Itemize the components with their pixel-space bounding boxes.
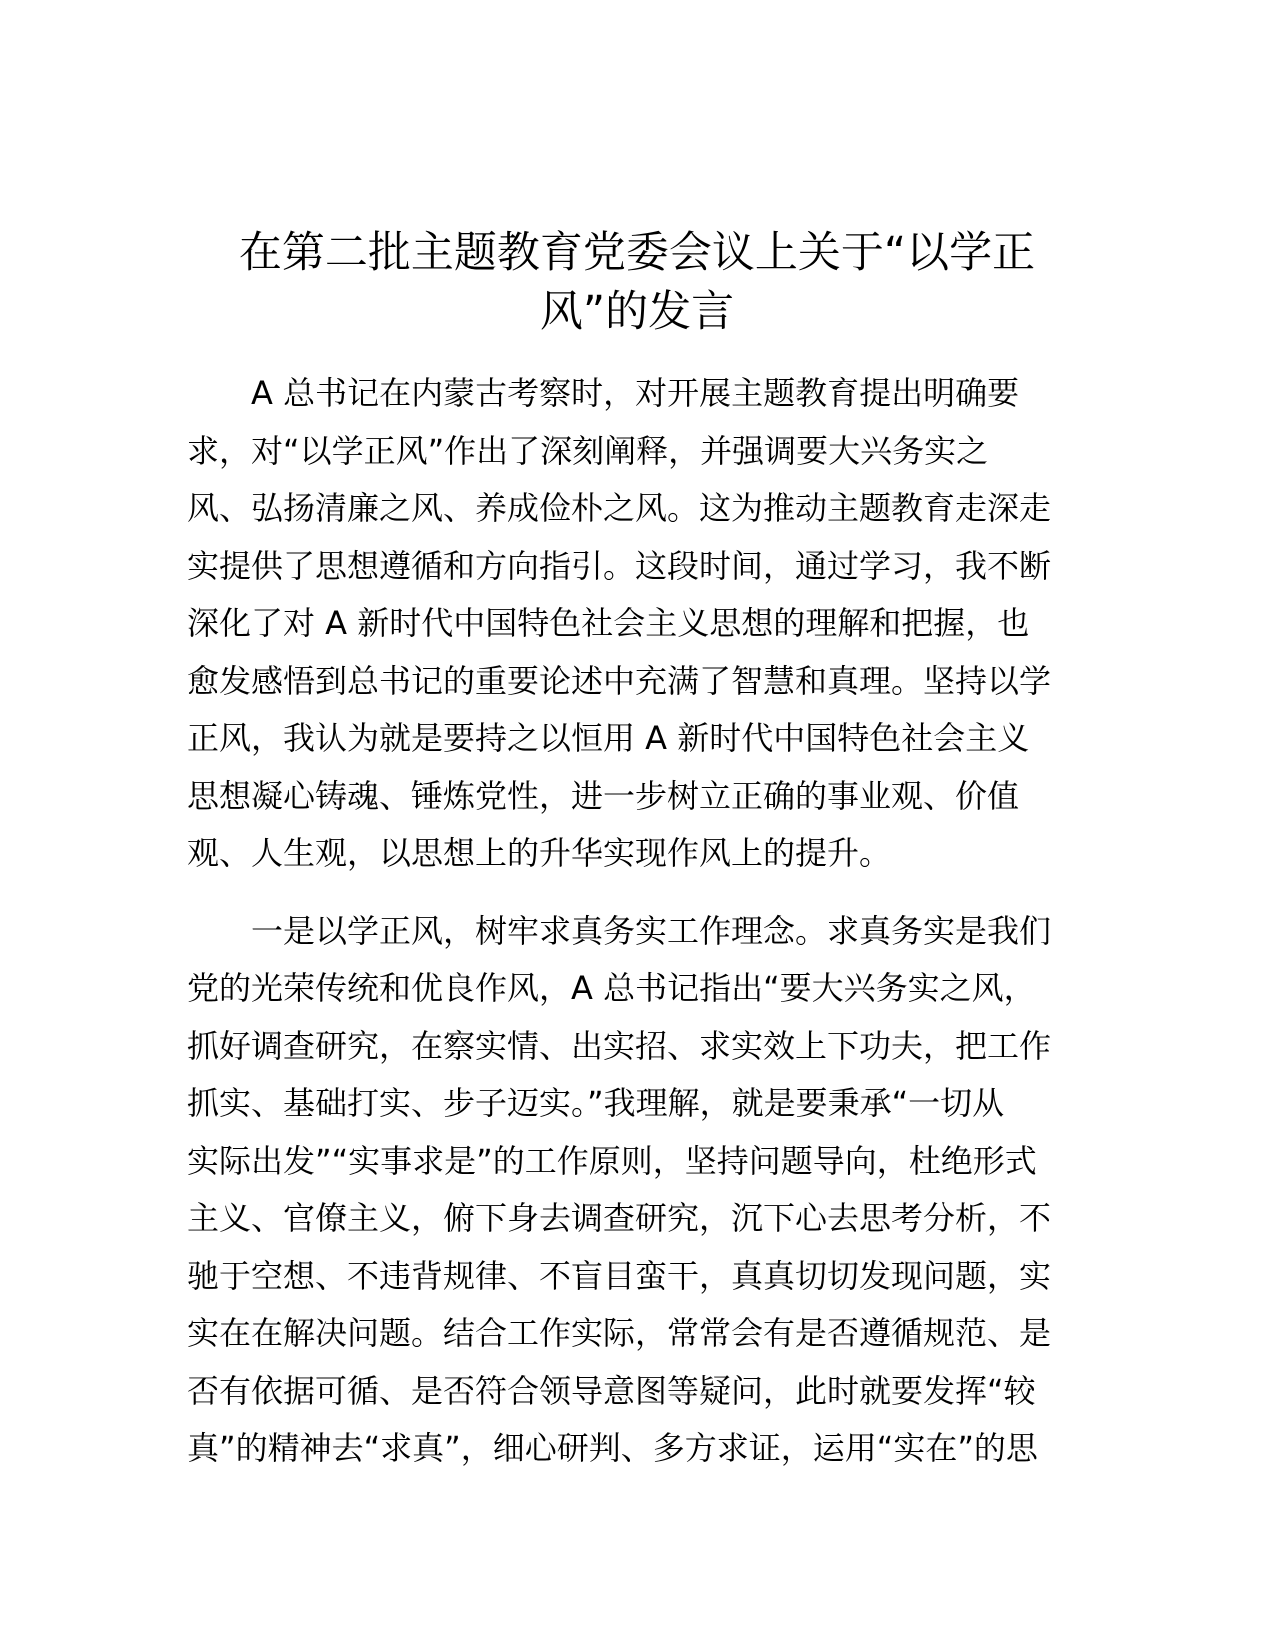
text-line: 抓好调查研究，在察实情、出实招、求实效上下功夫，把工作 (187, 1026, 1052, 1065)
text-line: 深化了对 A 新时代中国特色社会主义思想的理解和把握，也 (187, 604, 1030, 642)
title-line: 在第二批主题教育党委会议上关于“以学正 (238, 228, 1036, 278)
text-line: 真”的精神去“求真”，细心研判、多方求证，运用“实在”的思 (187, 1429, 1038, 1467)
title-line: 风”的发言 (539, 287, 735, 337)
text-line: 主义、官僚主义，俯下身去调查研究，沉下心去思考分析，不 (187, 1199, 1052, 1237)
text-line: 实在在解决问题。结合工作实际，常常会有是否遵循规范、是 (187, 1314, 1052, 1352)
text-line: 正风，我认为就是要持之以恒用 A 新时代中国特色社会主义 (187, 719, 1030, 757)
text-line: 实提供了思想遵循和方向指引。这段时间，通过学习，我不断 (187, 546, 1052, 585)
paragraph-intro (187, 365, 1087, 883)
text-line: 实际出发”“实事求是”的工作原则，坚持问题导向，杜绝形式 (187, 1141, 1037, 1180)
text-line: 驰于空想、不违背规律、不盲目蛮干，真真切切发现问题，实 (187, 1256, 1052, 1295)
text-line: 一是以学正风，树牢求真务实工作理念。求真务实是我们 (251, 911, 1052, 950)
text-line: 否有依据可循、是否符合领导意图等疑问，此时就要发挥“较 (187, 1371, 1036, 1410)
text-line: 观、人生观，以思想上的升华实现作风上的提升。 (187, 834, 892, 872)
document-title (187, 0, 1087, 342)
text-line: 思想凝心铸魂、锤炼党性，进一步树立正确的事业观、价值 (187, 776, 1020, 815)
text-line: 愈发感悟到总书记的重要论述中充满了智慧和真理。坚持以学 (187, 661, 1052, 700)
text-line: 党的光荣传统和优良作风，A 总书记指出“要大兴务实之风， (187, 969, 1036, 1007)
text-line: 求，对“以学正风”作出了深刻阐释，并强调要大兴务实之 (187, 431, 989, 470)
paragraph-point-one (187, 903, 1087, 1478)
text-line: 抓实、基础打实、步子迈实。”我理解，就是要秉承“一切从 (187, 1084, 1005, 1122)
text-line: A 总书记在内蒙古考察时，对开展主题教育提出明确要 (251, 374, 1020, 412)
text-line: 风、弘扬清廉之风、养成俭朴之风。这为推动主题教育走深走 (187, 489, 1052, 527)
document-page (187, 0, 1087, 1650)
